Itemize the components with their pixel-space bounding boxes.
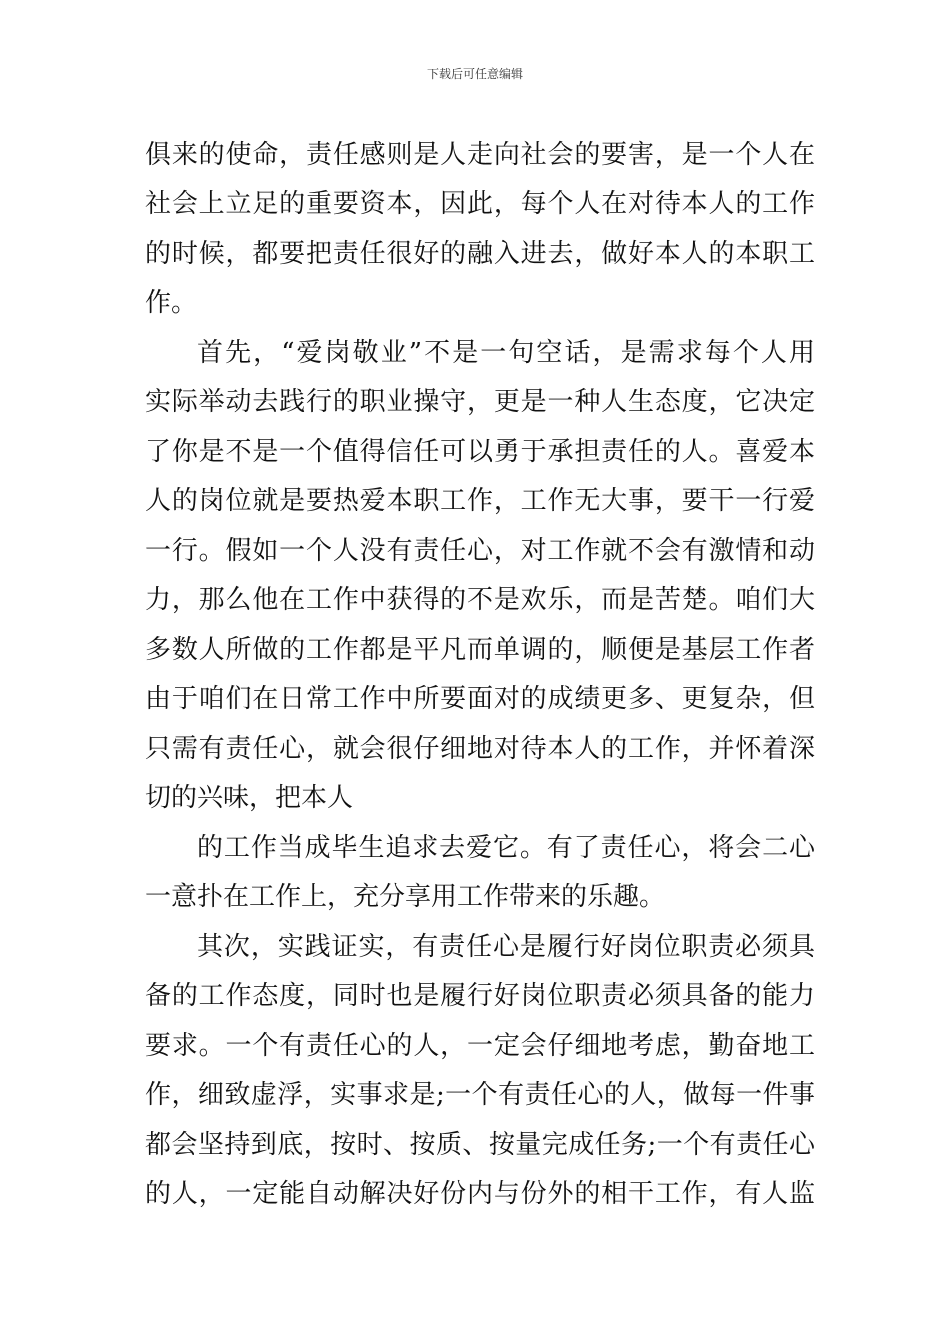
page-header: 下载后可任意编辑 — [426, 67, 523, 81]
text-line: 社会上立足的重要资本，因此，每个人在对待本人的工作 — [145, 189, 815, 219]
text-line: 的时候，都要把责任很好的融入进去，做好本人的本职工 — [145, 239, 815, 269]
text-line: 备的工作态度，同时也是履行好岗位职责必须具备的能力 — [145, 981, 815, 1011]
text-line: 其次，实践证实，有责任心是履行好岗位职责必须具 — [197, 932, 815, 962]
text-line: 的工作当成毕生追求去爱它。有了责任心，将会二心 — [197, 833, 815, 863]
text-line: 一意扑在工作上，充分享用工作带来的乐趣。 — [145, 882, 666, 912]
text-line: 力，那么他在工作中获得的不是欢乐，而是苦楚。咱们大 — [145, 585, 815, 615]
text-line: 首先，“爱岗敬业”不是一句空话，是需求每个人用 — [197, 338, 815, 368]
text-line: 俱来的使命，责任感则是人走向社会的要害，是一个人在 — [145, 140, 815, 170]
text-line: 都会坚持到底，按时、按质、按量完成任务;一个有责任心 — [145, 1130, 815, 1160]
text-line: 由于咱们在日常工作中所要面对的成绩更多、更复杂，但 — [145, 684, 815, 714]
text-line: 只需有责任心，就会很仔细地对待本人的工作，并怀着深 — [145, 734, 815, 764]
text-line: 作，细致虚浮，实事求是;一个有责任心的人，做每一件事 — [145, 1080, 815, 1110]
text-line: 人的岗位就是要热爱本职工作，工作无大事，要干一行爱 — [145, 486, 815, 516]
text-line: 要求。一个有责任心的人，一定会仔细地考虑，勤奋地工 — [145, 1031, 815, 1061]
text-line: 多数人所做的工作都是平凡而单调的，顺便是基层工作者 — [145, 635, 815, 665]
text-line: 切的兴味，把本人 — [145, 783, 354, 813]
text-line: 的人，一定能自动解决好份内与份外的相干工作，有人监 — [145, 1179, 815, 1209]
text-line: 一行。假如一个人没有责任心，对工作就不会有激情和动 — [145, 536, 815, 566]
text-line: 了你是不是一个值得信任可以勇于承担责任的人。喜爱本 — [145, 437, 815, 467]
text-line: 作。 — [145, 288, 198, 318]
text-line: 实际举动去践行的职业操守，更是一种人生态度，它决定 — [145, 387, 815, 417]
